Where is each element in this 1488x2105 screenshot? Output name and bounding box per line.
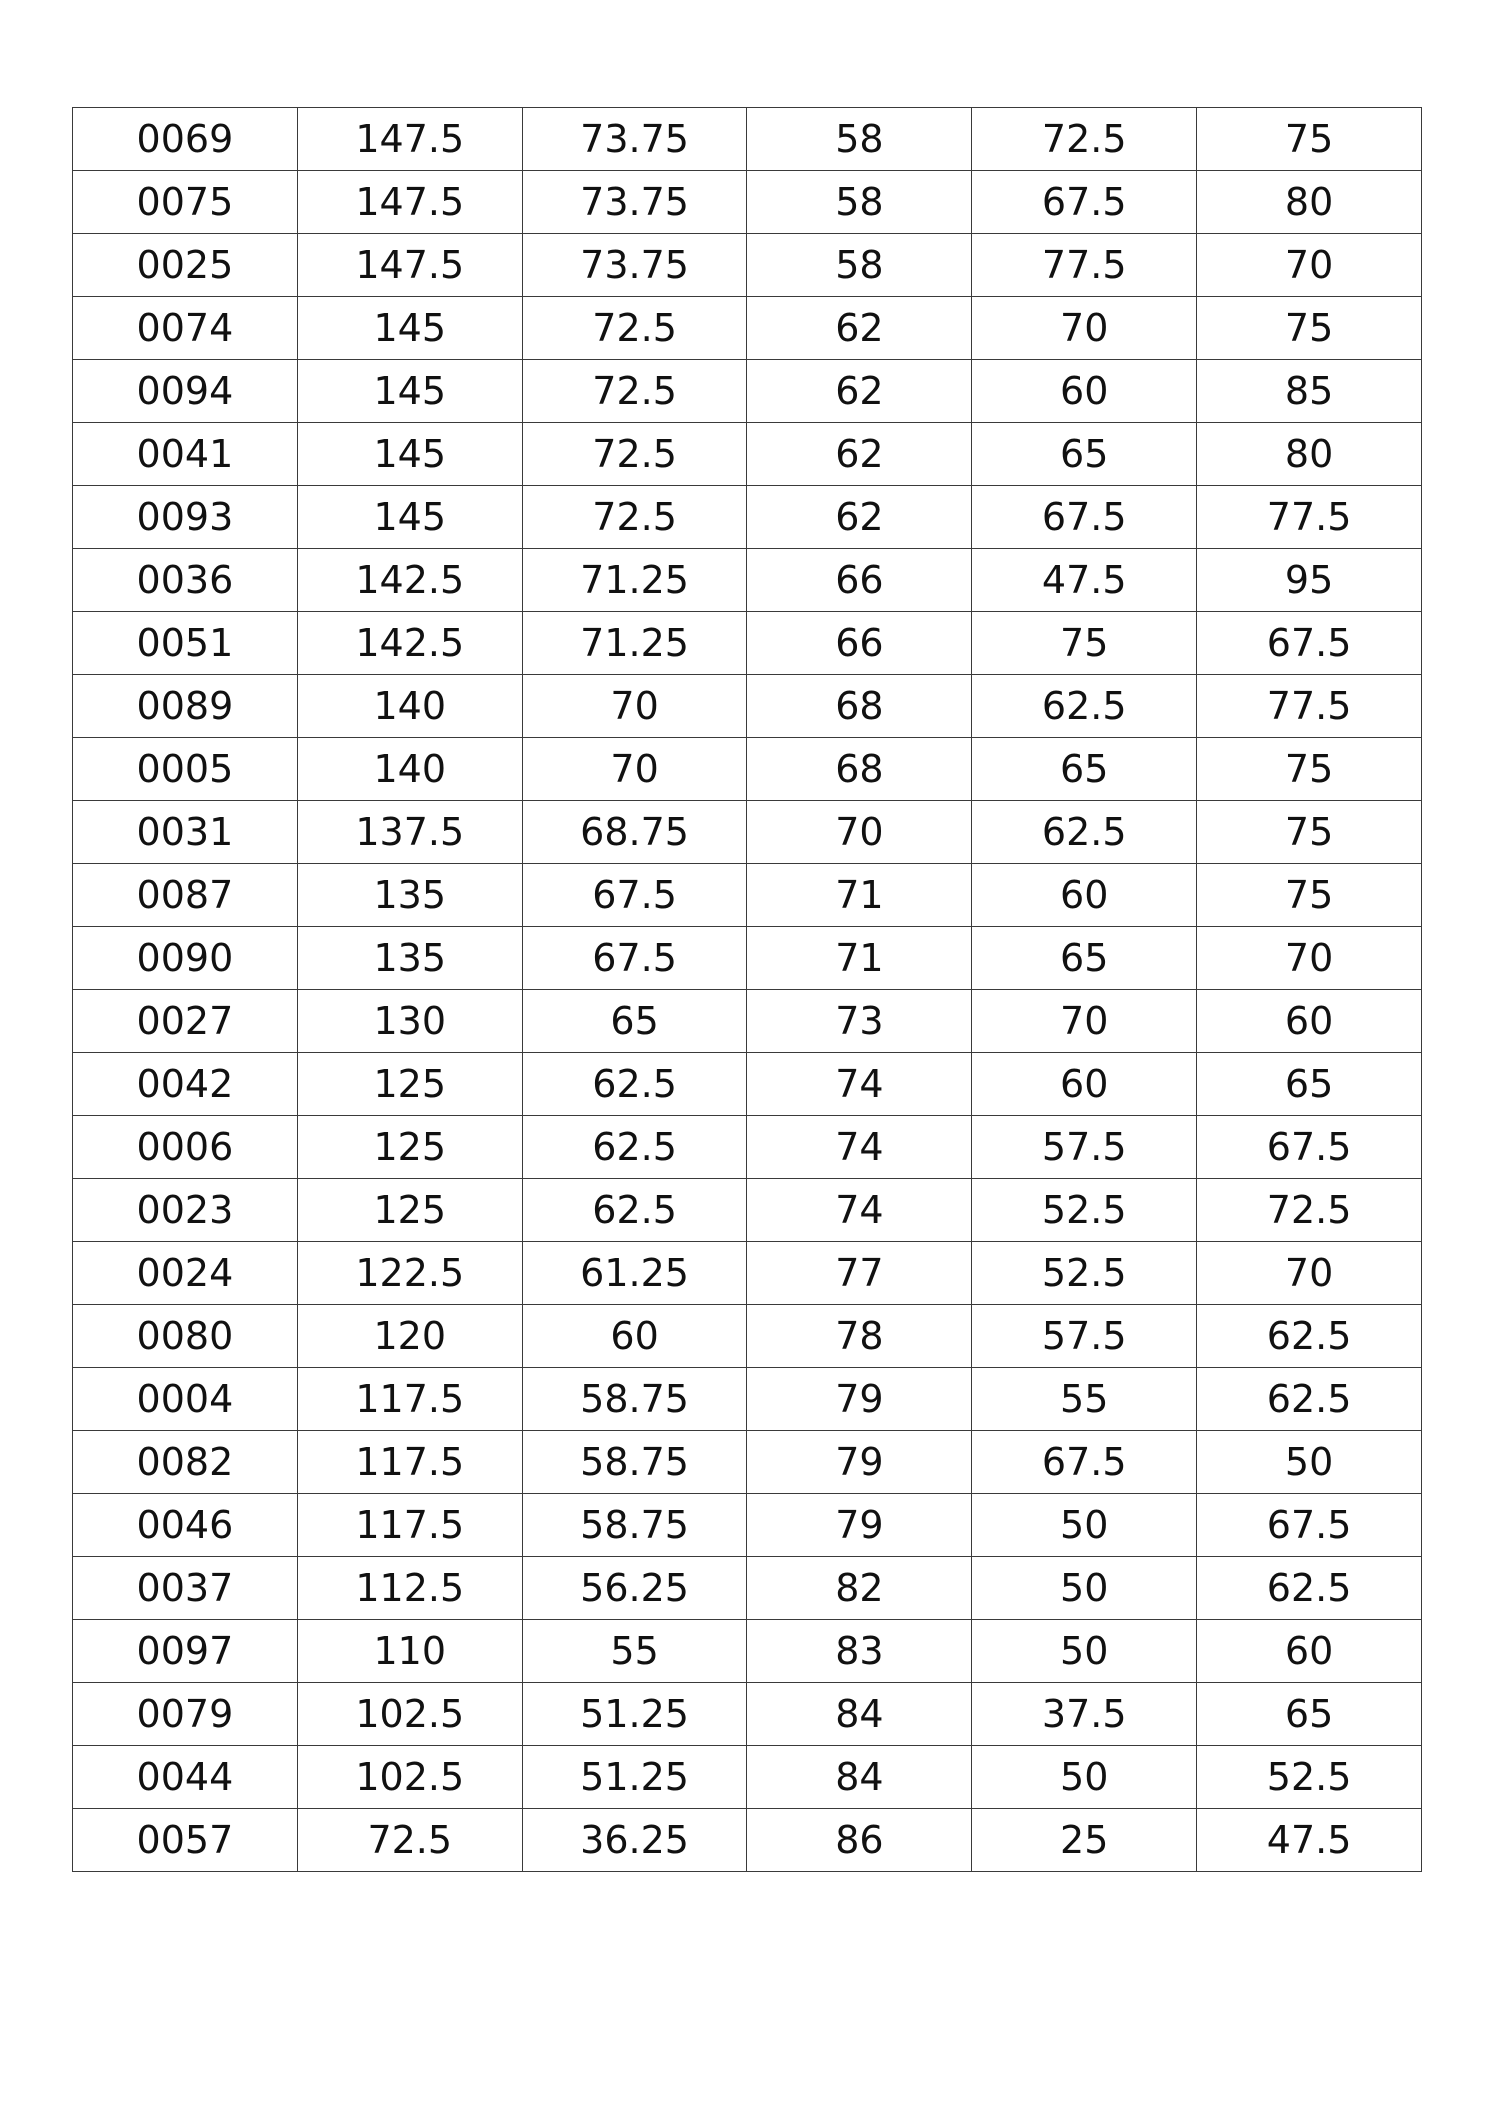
id-cell: 0089: [73, 675, 298, 738]
score-b-cell: 80: [1197, 171, 1422, 234]
score-b-cell: 67.5: [1197, 612, 1422, 675]
id-cell: 0069: [73, 108, 298, 171]
total-cell: 137.5: [297, 801, 522, 864]
score-a-cell: 72.5: [972, 108, 1197, 171]
table-row: [73, 1494, 1422, 1557]
total-cell: 145: [297, 423, 522, 486]
average-cell: 51.25: [522, 1746, 747, 1809]
total-cell: 125: [297, 1116, 522, 1179]
average-cell: 70: [522, 675, 747, 738]
id-cell: 0006: [73, 1116, 298, 1179]
score-a-cell: 75: [972, 612, 1197, 675]
id-cell: 0036: [73, 549, 298, 612]
id-cell: 0004: [73, 1368, 298, 1431]
rank-cell: 68: [747, 738, 972, 801]
table-row: [73, 927, 1422, 990]
total-cell: 117.5: [297, 1494, 522, 1557]
total-cell: 142.5: [297, 612, 522, 675]
score-a-cell: 67.5: [972, 486, 1197, 549]
table-row: [73, 1368, 1422, 1431]
score-a-cell: 25: [972, 1809, 1197, 1872]
total-cell: 122.5: [297, 1242, 522, 1305]
average-cell: 67.5: [522, 927, 747, 990]
average-cell: 58.75: [522, 1431, 747, 1494]
id-cell: 0023: [73, 1179, 298, 1242]
table-row: [73, 612, 1422, 675]
id-cell: 0046: [73, 1494, 298, 1557]
total-cell: 120: [297, 1305, 522, 1368]
total-cell: 117.5: [297, 1368, 522, 1431]
average-cell: 72.5: [522, 486, 747, 549]
table-row: [73, 1746, 1422, 1809]
rank-cell: 71: [747, 927, 972, 990]
score-a-cell: 57.5: [972, 1305, 1197, 1368]
score-b-cell: 70: [1197, 234, 1422, 297]
total-cell: 130: [297, 990, 522, 1053]
score-a-cell: 55: [972, 1368, 1197, 1431]
score-b-cell: 70: [1197, 927, 1422, 990]
table-row: [73, 1809, 1422, 1872]
score-b-cell: 77.5: [1197, 486, 1422, 549]
average-cell: 56.25: [522, 1557, 747, 1620]
average-cell: 58.75: [522, 1494, 747, 1557]
score-b-cell: 75: [1197, 738, 1422, 801]
score-b-cell: 60: [1197, 1620, 1422, 1683]
table-row: [73, 1116, 1422, 1179]
score-table: [72, 107, 1422, 1872]
score-b-cell: 95: [1197, 549, 1422, 612]
score-a-cell: 50: [972, 1557, 1197, 1620]
score-b-cell: 85: [1197, 360, 1422, 423]
table-row: [73, 1620, 1422, 1683]
id-cell: 0005: [73, 738, 298, 801]
average-cell: 72.5: [522, 360, 747, 423]
score-b-cell: 80: [1197, 423, 1422, 486]
id-cell: 0074: [73, 297, 298, 360]
score-a-cell: 65: [972, 423, 1197, 486]
score-a-cell: 60: [972, 360, 1197, 423]
average-cell: 65: [522, 990, 747, 1053]
table-row: [73, 864, 1422, 927]
score-a-cell: 50: [972, 1620, 1197, 1683]
rank-cell: 62: [747, 423, 972, 486]
table-row: [73, 1179, 1422, 1242]
score-b-cell: 75: [1197, 297, 1422, 360]
total-cell: 117.5: [297, 1431, 522, 1494]
table-row: [73, 1683, 1422, 1746]
total-cell: 145: [297, 360, 522, 423]
score-b-cell: 67.5: [1197, 1116, 1422, 1179]
id-cell: 0037: [73, 1557, 298, 1620]
score-b-cell: 67.5: [1197, 1494, 1422, 1557]
score-a-cell: 47.5: [972, 549, 1197, 612]
total-cell: 135: [297, 864, 522, 927]
rank-cell: 71: [747, 864, 972, 927]
average-cell: 73.75: [522, 234, 747, 297]
score-a-cell: 67.5: [972, 1431, 1197, 1494]
rank-cell: 79: [747, 1368, 972, 1431]
average-cell: 62.5: [522, 1053, 747, 1116]
score-a-cell: 52.5: [972, 1179, 1197, 1242]
average-cell: 70: [522, 738, 747, 801]
average-cell: 36.25: [522, 1809, 747, 1872]
score-a-cell: 70: [972, 297, 1197, 360]
score-a-cell: 57.5: [972, 1116, 1197, 1179]
table-row: [73, 234, 1422, 297]
average-cell: 67.5: [522, 864, 747, 927]
rank-cell: 58: [747, 108, 972, 171]
id-cell: 0041: [73, 423, 298, 486]
average-cell: 62.5: [522, 1179, 747, 1242]
total-cell: 125: [297, 1179, 522, 1242]
rank-cell: 86: [747, 1809, 972, 1872]
average-cell: 68.75: [522, 801, 747, 864]
total-cell: 140: [297, 675, 522, 738]
score-b-cell: 60: [1197, 990, 1422, 1053]
table-row: [73, 801, 1422, 864]
score-a-cell: 70: [972, 990, 1197, 1053]
average-cell: 73.75: [522, 108, 747, 171]
total-cell: 102.5: [297, 1746, 522, 1809]
id-cell: 0079: [73, 1683, 298, 1746]
score-a-cell: 77.5: [972, 234, 1197, 297]
rank-cell: 70: [747, 801, 972, 864]
rank-cell: 62: [747, 297, 972, 360]
total-cell: 110: [297, 1620, 522, 1683]
rank-cell: 62: [747, 360, 972, 423]
score-b-cell: 77.5: [1197, 675, 1422, 738]
score-a-cell: 50: [972, 1494, 1197, 1557]
total-cell: 102.5: [297, 1683, 522, 1746]
total-cell: 147.5: [297, 108, 522, 171]
id-cell: 0080: [73, 1305, 298, 1368]
table-row: [73, 108, 1422, 171]
rank-cell: 84: [747, 1683, 972, 1746]
rank-cell: 68: [747, 675, 972, 738]
rank-cell: 83: [747, 1620, 972, 1683]
id-cell: 0044: [73, 1746, 298, 1809]
score-b-cell: 62.5: [1197, 1557, 1422, 1620]
total-cell: 145: [297, 486, 522, 549]
rank-cell: 74: [747, 1053, 972, 1116]
id-cell: 0031: [73, 801, 298, 864]
total-cell: 135: [297, 927, 522, 990]
table-row: [73, 1431, 1422, 1494]
score-a-cell: 62.5: [972, 675, 1197, 738]
id-cell: 0075: [73, 171, 298, 234]
score-b-cell: 75: [1197, 801, 1422, 864]
average-cell: 55: [522, 1620, 747, 1683]
score-table-body: [73, 108, 1422, 1872]
table-row: [73, 297, 1422, 360]
average-cell: 62.5: [522, 1116, 747, 1179]
average-cell: 71.25: [522, 549, 747, 612]
average-cell: 58.75: [522, 1368, 747, 1431]
table-row: [73, 423, 1422, 486]
id-cell: 0094: [73, 360, 298, 423]
id-cell: 0097: [73, 1620, 298, 1683]
score-b-cell: 65: [1197, 1683, 1422, 1746]
total-cell: 125: [297, 1053, 522, 1116]
average-cell: 60: [522, 1305, 747, 1368]
rank-cell: 82: [747, 1557, 972, 1620]
score-a-cell: 50: [972, 1746, 1197, 1809]
rank-cell: 79: [747, 1494, 972, 1557]
rank-cell: 84: [747, 1746, 972, 1809]
table-row: [73, 738, 1422, 801]
score-b-cell: 72.5: [1197, 1179, 1422, 1242]
id-cell: 0024: [73, 1242, 298, 1305]
score-a-cell: 60: [972, 1053, 1197, 1116]
score-b-cell: 47.5: [1197, 1809, 1422, 1872]
total-cell: 140: [297, 738, 522, 801]
id-cell: 0025: [73, 234, 298, 297]
table-row: [73, 360, 1422, 423]
table-row: [73, 1053, 1422, 1116]
rank-cell: 79: [747, 1431, 972, 1494]
rank-cell: 78: [747, 1305, 972, 1368]
score-b-cell: 75: [1197, 108, 1422, 171]
average-cell: 73.75: [522, 171, 747, 234]
score-a-cell: 62.5: [972, 801, 1197, 864]
table-row: [73, 1305, 1422, 1368]
id-cell: 0051: [73, 612, 298, 675]
rank-cell: 66: [747, 549, 972, 612]
total-cell: 72.5: [297, 1809, 522, 1872]
score-a-cell: 65: [972, 927, 1197, 990]
score-b-cell: 62.5: [1197, 1368, 1422, 1431]
score-a-cell: 65: [972, 738, 1197, 801]
score-a-cell: 60: [972, 864, 1197, 927]
total-cell: 147.5: [297, 171, 522, 234]
total-cell: 147.5: [297, 234, 522, 297]
rank-cell: 58: [747, 171, 972, 234]
id-cell: 0042: [73, 1053, 298, 1116]
average-cell: 61.25: [522, 1242, 747, 1305]
score-b-cell: 52.5: [1197, 1746, 1422, 1809]
score-a-cell: 52.5: [972, 1242, 1197, 1305]
table-row: [73, 675, 1422, 738]
score-b-cell: 62.5: [1197, 1305, 1422, 1368]
total-cell: 142.5: [297, 549, 522, 612]
table-row: [73, 171, 1422, 234]
average-cell: 72.5: [522, 297, 747, 360]
id-cell: 0057: [73, 1809, 298, 1872]
id-cell: 0027: [73, 990, 298, 1053]
table-row: [73, 1557, 1422, 1620]
id-cell: 0082: [73, 1431, 298, 1494]
score-b-cell: 50: [1197, 1431, 1422, 1494]
total-cell: 145: [297, 297, 522, 360]
rank-cell: 74: [747, 1179, 972, 1242]
rank-cell: 58: [747, 234, 972, 297]
id-cell: 0093: [73, 486, 298, 549]
average-cell: 51.25: [522, 1683, 747, 1746]
table-row: [73, 549, 1422, 612]
average-cell: 71.25: [522, 612, 747, 675]
rank-cell: 77: [747, 1242, 972, 1305]
table-row: [73, 990, 1422, 1053]
rank-cell: 62: [747, 486, 972, 549]
average-cell: 72.5: [522, 423, 747, 486]
total-cell: 112.5: [297, 1557, 522, 1620]
id-cell: 0087: [73, 864, 298, 927]
score-a-cell: 37.5: [972, 1683, 1197, 1746]
score-b-cell: 70: [1197, 1242, 1422, 1305]
score-b-cell: 65: [1197, 1053, 1422, 1116]
table-row: [73, 486, 1422, 549]
score-b-cell: 75: [1197, 864, 1422, 927]
rank-cell: 74: [747, 1116, 972, 1179]
rank-cell: 73: [747, 990, 972, 1053]
id-cell: 0090: [73, 927, 298, 990]
score-a-cell: 67.5: [972, 171, 1197, 234]
table-row: [73, 1242, 1422, 1305]
rank-cell: 66: [747, 612, 972, 675]
